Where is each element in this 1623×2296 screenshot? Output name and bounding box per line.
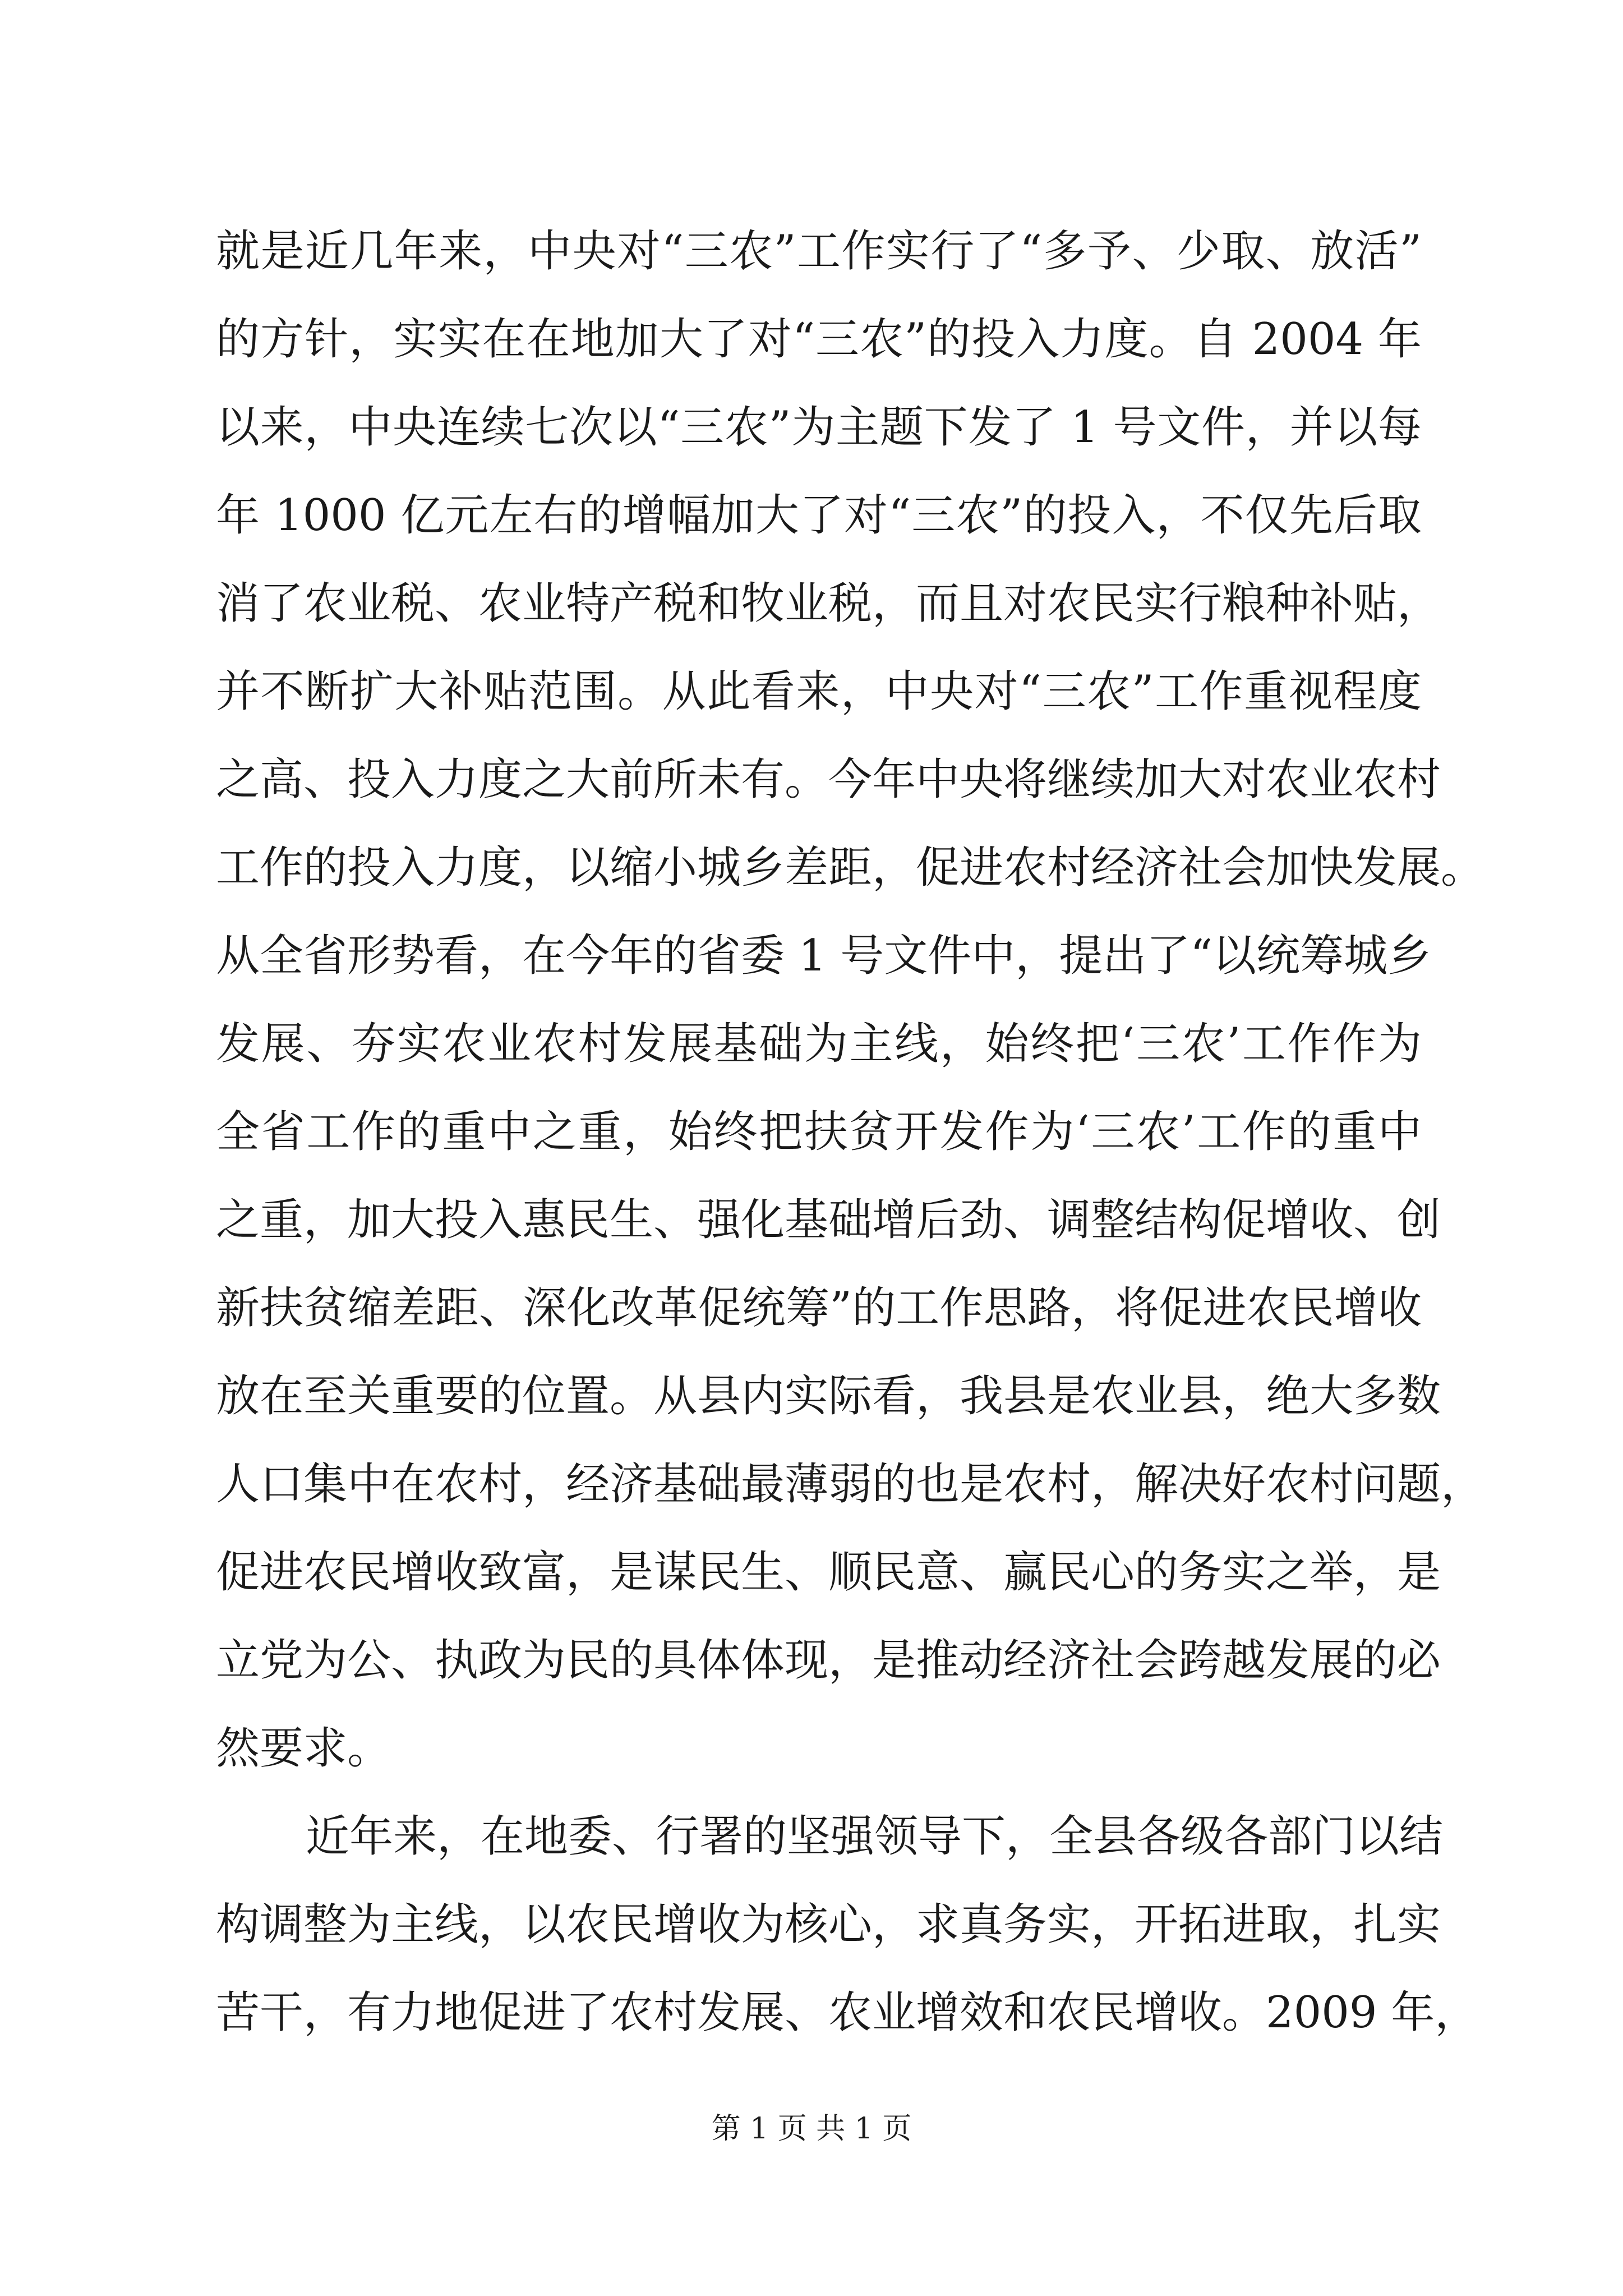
- text-line: 立党为公、执政为民的具体体现，是推动经济社会跨越发展的必: [216, 1635, 1441, 1686]
- text-line: 构调整为主线，以农民增收为核心，求真务实，开拓进取，扎实: [216, 1899, 1441, 1950]
- text-line: 新扶贫缩差距、深化改革促统筹”的工作思路，将促进农民增收: [216, 1283, 1422, 1333]
- text-line: 年 1000 亿元左右的增幅加大了对“三农”的投入，不仅先后取: [216, 490, 1422, 541]
- text-line: 发展、夯实农业农村发展基础为主线，始终把‘三农’工作作为: [216, 1019, 1422, 1069]
- text-line: 然要求。: [216, 1723, 391, 1774]
- page-footer: [0, 2109, 1623, 2148]
- paragraph: [216, 208, 1485, 1793]
- document-body: [216, 208, 1485, 2057]
- text-line: 全省工作的重中之重，始终把扶贫开发作为‘三农’工作的重中: [216, 1107, 1422, 1157]
- text-line: 苦干，有力地促进了农村发展、农业增效和农民增收。2009 年，: [216, 1987, 1479, 2038]
- text-line: 之重，加大投入惠民生、强化基础增后劲、调整结构促增收、创: [216, 1195, 1441, 1245]
- text-line: 人口集中在农村，经济基础最薄弱的也是农村，解决好农村问题，: [216, 1459, 1485, 1510]
- paragraph: [216, 1793, 1479, 2057]
- text-line: 之高、投入力度之大前所未有。今年中央将继续加大对农业农村: [216, 754, 1441, 805]
- text-line: 以来，中央连续七次以“三农”为主题下发了 1 号文件，并以每: [216, 402, 1422, 453]
- text-line: 的方针，实实在在地加大了对“三农”的投入力度。自 2004 年: [216, 314, 1422, 365]
- text-line: 从全省形势看，在今年的省委 1 号文件中，提出了“以统筹城乡: [216, 931, 1432, 981]
- text-line: 并不断扩大补贴范围。从此看来，中央对“三农”工作重视程度: [216, 666, 1422, 717]
- text-line: 近年来，在地委、行署的坚强领导下，全县各级各部门以结: [306, 1811, 1444, 1862]
- text-line: 工作的投入力度，以缩小城乡差距，促进农村经济社会加快发展。: [216, 843, 1485, 893]
- text-line: 消了农业税、农业特产税和牧业税，而且对农民实行粮种补贴，: [216, 578, 1441, 629]
- text-line: 放在至关重要的位置。从县内实际看，我县是农业县，绝大多数: [216, 1371, 1441, 1421]
- page-number: 第 1 页 共 1 页: [711, 2112, 912, 2146]
- text-line: 促进农民增收致富，是谋民生、顺民意、赢民心的务实之举，是: [216, 1547, 1441, 1598]
- text-line: 就是近几年来，中央对“三农”工作实行了“多予、少取、放活”: [216, 226, 1422, 277]
